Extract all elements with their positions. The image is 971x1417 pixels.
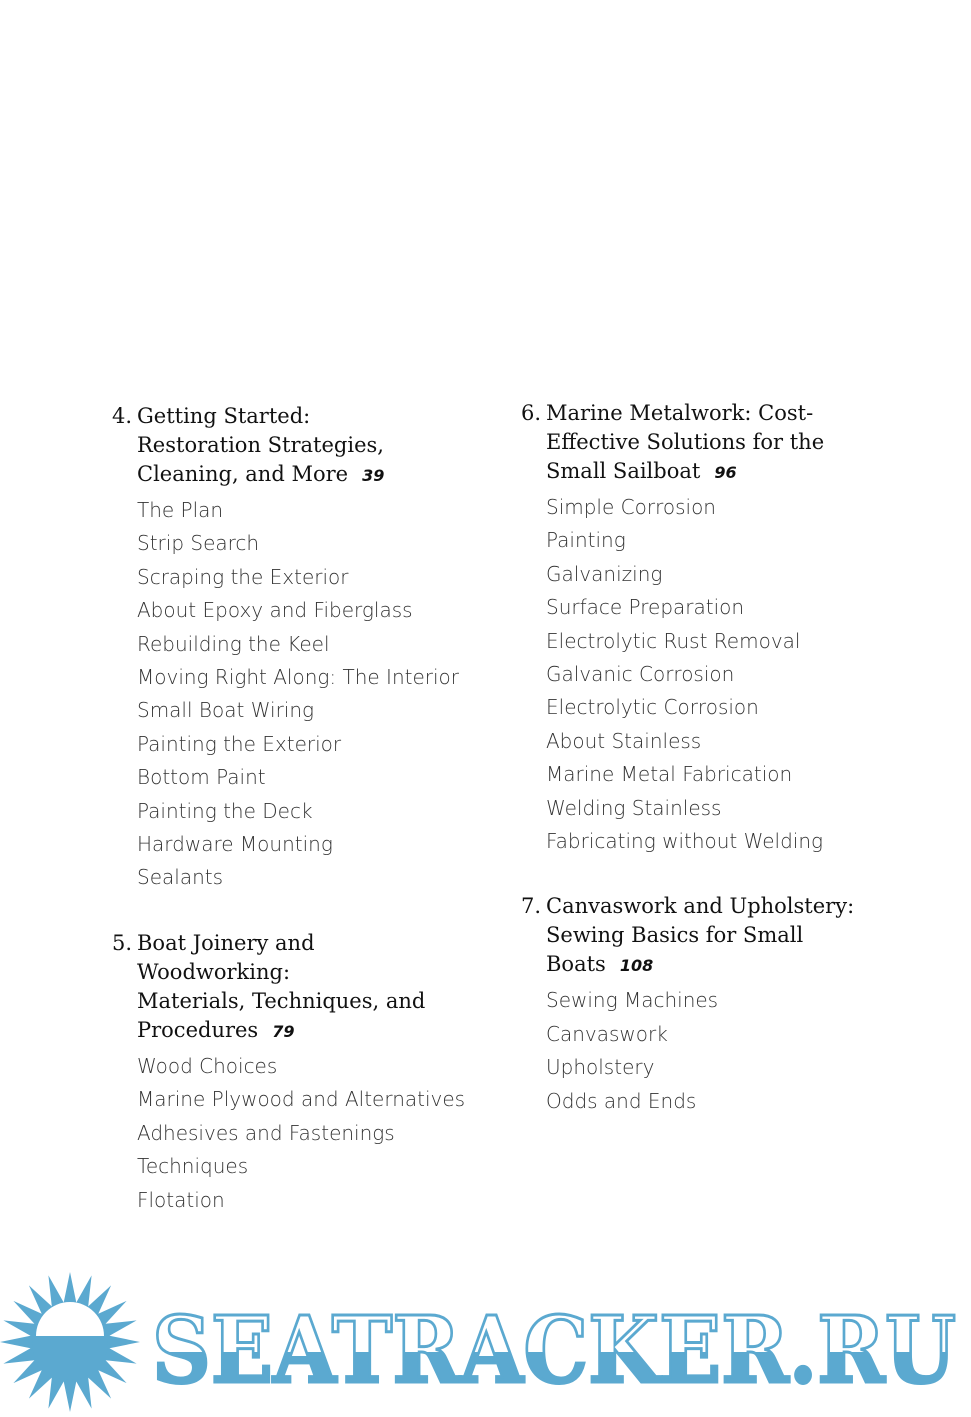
chapter-heading [521, 399, 901, 487]
chapter-heading [112, 929, 492, 1046]
chapter-number: 7. [521, 894, 542, 919]
section-item: Galvanic Corrosion [546, 662, 735, 687]
section-list [137, 1050, 492, 1217]
section-item: Bottom Paint [137, 765, 266, 790]
section-item: Flotation [137, 1187, 225, 1212]
section-list [546, 491, 901, 858]
section-item: Electrolytic Corrosion [546, 695, 759, 720]
section-item: Fabricating without Welding [546, 829, 824, 854]
section-list [137, 494, 492, 895]
chapter-title-block [137, 929, 467, 1046]
watermark-graphic [0, 1270, 971, 1417]
section-item: Painting the Exterior [137, 731, 342, 756]
chapter-title: Marine Metalwork: Cost- Effective Solutions for the Small Sailboat [546, 401, 825, 483]
section-item: Odds and Ends [546, 1088, 697, 1113]
chapter-title: Canvaswork and Upholstery: Sewing Basics for Small Boats [546, 894, 855, 977]
section-item: Scraping the Exterior [137, 564, 349, 589]
section-item: Techniques [137, 1154, 249, 1179]
section-item: The Plan [137, 498, 224, 522]
section-item: Small Boat Wiring [137, 698, 315, 723]
chapter-title: Boat Joinery and Woodworking: Materials, Techniques, and Procedures [137, 930, 426, 1042]
section-item: Wood Choices [137, 1053, 278, 1078]
section-item: Moving Right Along: The Interior [137, 665, 460, 690]
chapter-page-number: 108 [619, 956, 654, 976]
sun-icon [0, 1272, 140, 1412]
section-item: Marine Metal Fabrication [546, 762, 793, 787]
chapter-title: Getting Started: Restoration Strategies, Cleaning, and More [137, 404, 384, 486]
section-item: Marine Plywood and Alternatives [137, 1087, 466, 1112]
chapter-5 [112, 929, 492, 1217]
section-item: Strip Search [137, 531, 260, 556]
section-item: Sealants [137, 865, 224, 890]
section-item: Electrolytic Rust Removal [546, 628, 801, 653]
section-item: Canvaswork [546, 1021, 668, 1046]
section-item: Adhesives and Fastenings [137, 1120, 395, 1145]
section-item: About Stainless [546, 728, 702, 753]
chapter-page-number: 96 [714, 463, 737, 482]
section-item: Painting [546, 528, 626, 553]
chapter-page-number: 79 [272, 1021, 295, 1041]
chapter-heading [112, 402, 492, 490]
chapter-number: 5. [112, 930, 133, 955]
section-item: Hardware Mounting [137, 832, 333, 857]
section-item: Welding Stainless [546, 795, 722, 820]
chapter-title-block [546, 399, 876, 487]
section-item: Sewing Machines [546, 988, 719, 1013]
section-item: Painting the Deck [137, 798, 313, 823]
watermark-text: SEATRACKER.RU [152, 1296, 956, 1404]
chapter-title-block [137, 402, 467, 490]
chapter-title-block [546, 892, 876, 980]
chapter-6 [521, 399, 901, 858]
toc-right-column [521, 399, 901, 1152]
chapter-7 [521, 892, 901, 1118]
chapter-number: 6. [521, 401, 542, 425]
chapter-page-number: 39 [362, 466, 385, 485]
chapter-4 [112, 402, 492, 895]
section-item: Upholstery [546, 1055, 655, 1080]
section-item: Simple Corrosion [546, 495, 716, 519]
section-item: About Epoxy and Fiberglass [137, 598, 413, 623]
section-item: Galvanizing [546, 561, 663, 586]
toc-left-column [112, 402, 492, 1251]
section-item: Surface Preparation [546, 595, 745, 620]
chapter-number: 4. [112, 404, 133, 428]
chapter-heading [521, 892, 901, 980]
section-item: Rebuilding the Keel [137, 631, 330, 656]
watermark-band [0, 1270, 971, 1417]
section-list [546, 984, 901, 1118]
